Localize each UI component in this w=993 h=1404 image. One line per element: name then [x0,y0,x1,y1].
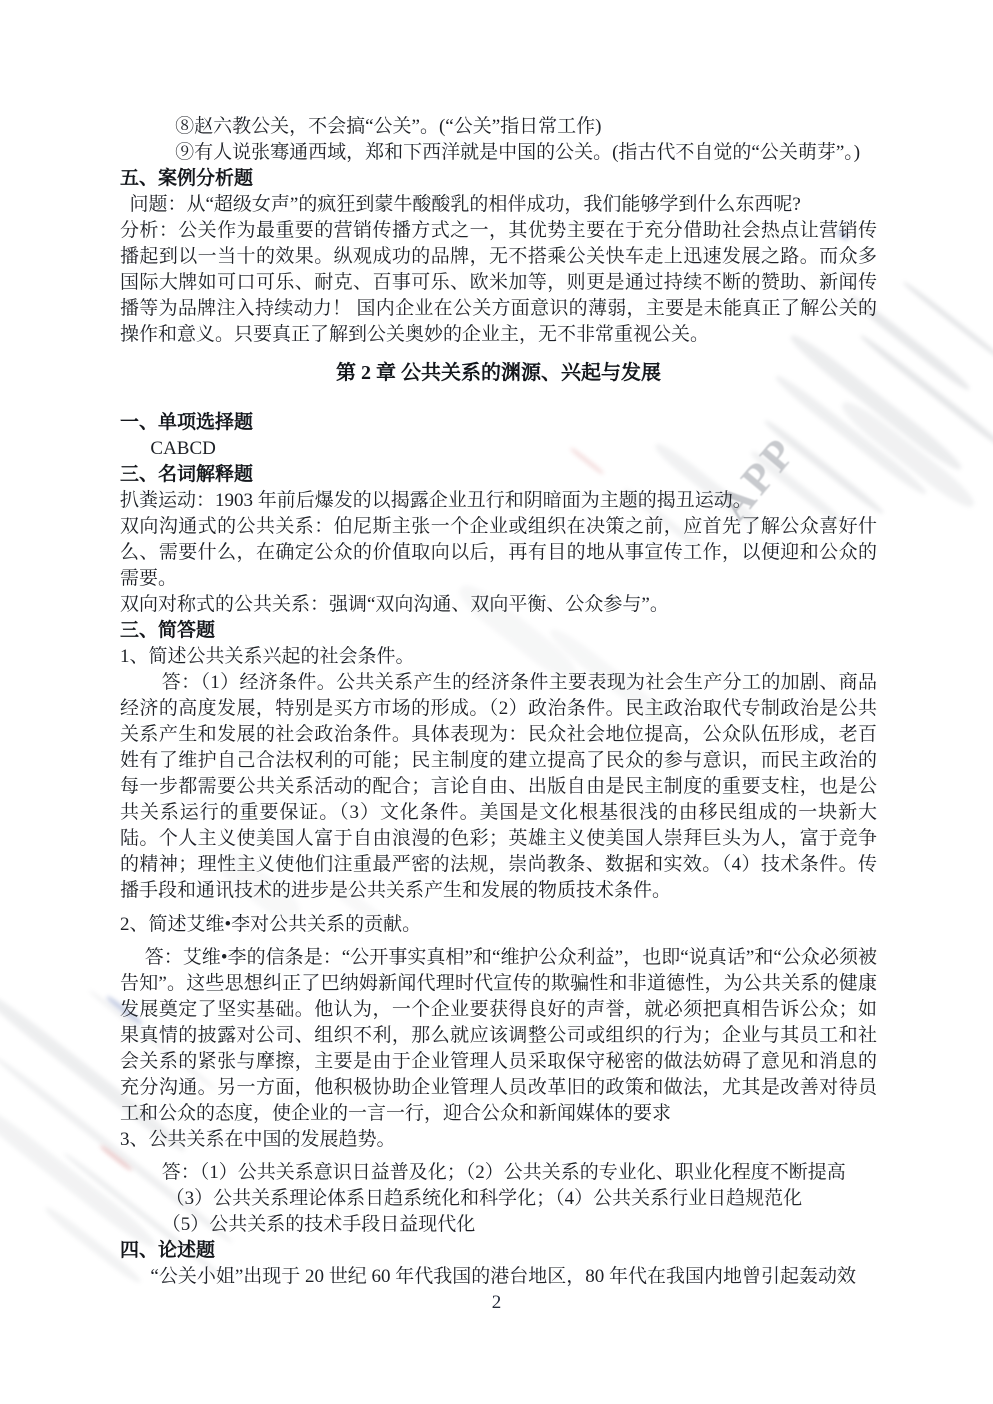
doc-line: （5）公共关系的技术手段日益现代化 [161,1214,476,1235]
doc-title: 第 2 章 公共关系的渊源、兴起与发展 [336,362,661,384]
doc-para: 分析：公关作为最重要的营销传播方式之一，其优势主要在于充分借助社会热点让营销传播起到以一当十的效果。纵观成功的品牌，无不搭乘公关快车走上迅速发展之路。而众多国际大牌如可口可乐、耐克、百事可乐、欧米加等，则更是通过持续不断的赞助、新闻传播等为品牌注入持续动力！ 国内企业在公关方面意识的薄弱，主要是未能真正了解公关的操作和意义。只要真正了解到公关奥妙的企业主，无不非常重视公关。 [120,220,877,345]
doc-heading: 一、单项选择题 [120,412,254,433]
doc-para: 扒粪运动：1903 年前后爆发的以揭露企业丑行和阴暗面为主题的揭丑运动。 [120,490,752,511]
doc-heading: 三、名词解释题 [120,464,254,485]
doc-line: 2、简述艾维•李对公共关系的贡献。 [120,914,422,935]
doc-line: 问题：从“超级女声”的疯狂到蒙牛酸酸乳的相伴成功，我们能够学到什么东西呢? [129,194,801,215]
doc-para: 双向对称式的公共关系：强调“双向沟通、双向平衡、公众参与”。 [120,594,669,615]
watermark-app-text: APP [711,428,807,530]
doc-para: 答：（1）经济条件。公共关系产生的经济条件主要表现为社会生产分工的加剧、商品经济的高度发展，特别是买方市场的形成。（2）政治条件。民主政治取代专制政治是公共关系产生和发展的社会政治条件。具体表现为：民众社会地位提高，公众队伍形成，老百姓有了维护自己合法权利的可能；民主制度的建立提高了民众的参与意识，而民主政治的每一步都需要公共关系活动的配合；言论自由、出版自由是民主制度的重要支柱，也是公共关系运行的重要保证。（3）文化条件。美国是文化根基很浅的由移民组成的一块新大陆。个人主义使美国人富于自由浪漫的色彩；英雄主义使美国人崇拜巨头为人，富于竞争的精神；理性主义使他们注重最严密的法规，崇尚教条、数据和实效。（4）技术条件。传播手段和通讯技术的进步是公共关系产生和发展的物质技术条件。 [120,672,877,901]
doc-line: （3）公共关系理论体系日趋系统化和科学化；（4）公共关系行业日趋规范化 [165,1188,803,1209]
doc-line: ⑧赵六教公关，不会搞“公关”。(“公关”指日常工作) [175,116,602,137]
page-number: 2 [491,1292,502,1313]
document-content [120,114,877,1290]
doc-heading: 五、案例分析题 [120,168,254,189]
doc-line: CABCD [150,438,216,459]
doc-line: 1、简述公共关系兴起的社会条件。 [120,646,415,667]
watermark-streak [902,280,993,361]
doc-heading: 三、简答题 [120,620,216,641]
doc-line: ⑨有人说张骞通西域，郑和下西洋就是中国的公关。(指古代不自觉的“公关萌芽”。) [175,142,861,163]
watermark-streak [858,333,993,452]
doc-line: “公关小姐”出现于 20 世纪 60 年代我国的港台地区，80 年代在我国内地曾引起轰动效 [150,1266,857,1287]
doc-para: 答：艾维•李的信条是：“公开事实真相”和“维护公众利益”，也即“说真话”和“公众必须被告知”。这些思想纠正了巴纳姆新闻代理时代宣传的欺骗性和非道德性，为公共关系的健康发展奠定了坚实基础。他认为，一个企业要获得良好的声誉，就必须把真相告诉公众；如果真情的披露对公司、组织不利，那么就应该调整公司或组织的行为；企业与其员工和社会关系的紧张与摩擦，主要是由于企业管理人员采取保守秘密的做法妨碍了意见和消息的充分沟通。另一方面，他积极协助企业管理人员改革旧的政策和做法，尤其是改善对待员工和公众的态度，使企业的一言一行，迎合公众和新闻媒体的要求 [120,947,877,1124]
doc-line: 3、公共关系在中国的发展趋势。 [120,1129,396,1150]
doc-line: 答：（1）公共关系意识日益普及化；（2）公共关系的专业化、职业化程度不断提高 [161,1162,846,1183]
doc-heading: 四、论述题 [120,1240,216,1261]
doc-para: 双向沟通式的公共关系：伯尼斯主张一个企业或组织在决策之前，应首先了解公众喜好什么、需要什么，在确定公众的价值取向以后，再有目的地从事宣传工作，以便迎和公众的需要。 [120,516,877,589]
